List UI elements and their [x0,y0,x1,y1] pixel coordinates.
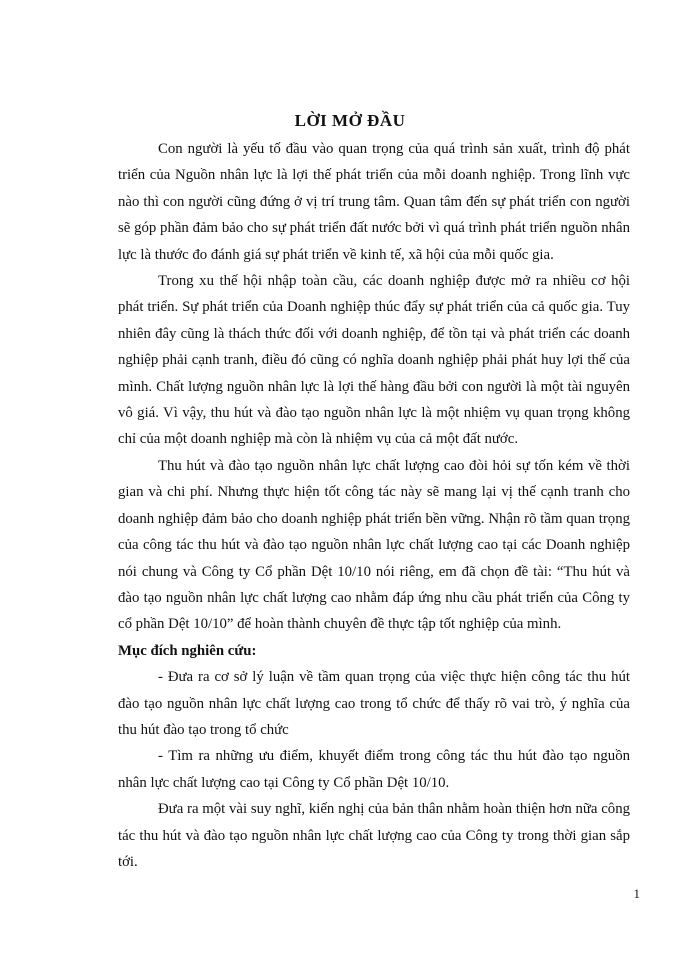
page-number: 1 [633,886,640,901]
purpose-item-2: - Tìm ra những ưu điểm, khuyết điểm trong công tác thu hút đào tạo nguồn nhân lực chất lượng cao tại Công ty Cổ phần Dệt 10/10. [118,748,630,791]
paragraph-intro-1: Con người là yếu tố đầu vào quan trọng của quá trình sản xuất, trình độ phát triển của Nguồn nhân lực là lợi thế phát triển của mỗi doanh nghiệp. Trong lĩnh vực nào thì con người cũng đứng ở vị trí trung tâm. Quan tâm đến sự phát triển con người sẽ góp phần đảm bảo cho sự phát triển đất nước bởi vì quá trình phát triển nguồn nhân lực là thước đo đánh giá sự phát triển về kinh tế, xã hội của mỗi quốc gia. [118,141,630,263]
document-body [118,136,630,875]
page-title: LỜI MỞ ĐẦU [294,111,406,130]
section-heading-purpose: Mục đích nghiên cứu: [118,642,257,659]
purpose-item-3: Đưa ra một vài suy nghĩ, kiến nghị của bản thân nhằm hoàn thiện hơn nữa công tác thu hút và đào tạo nguồn nhân lực chất lượng cao của Công ty trong thời gian sắp tới. [118,801,630,870]
paragraph-intro-3: Thu hút và đào tạo nguồn nhân lực chất lượng cao đòi hỏi sự tốn kém về thời gian và chi phí. Nhưng thực hiện tốt công tác này sẽ mang lại vị thế cạnh tranh cho doanh nghiệp đảm bảo cho doanh nghiệp phát triển bền vững. Nhận rõ tầm quan trọng của công tác thu hút và đào tạo nguồn nhân lực chất lượng cao tại các Doanh nghiệp nói chung và Công ty Cổ phần Dệt 10/10 nói riêng, em đã chọn đề tài: “Thu hút và đào tạo nguồn nhân lực chất lượng cao nhằm đáp ứng nhu cầu phát triển của Công ty cổ phần Dệt 10/10” để hoàn thành chuyên đề thực tập tốt nghiệp của mình. [118,457,630,633]
purpose-item-1: - Đưa ra cơ sở lý luận về tầm quan trọng của việc thực hiện công tác thu hút đào tạo nguồn nhân lực chất lượng cao trong tổ chức để thấy rõ vai trò, ý nghĩa của thu hút đào tạo trong tổ chức [118,669,630,738]
paragraph-intro-2: Trong xu thế hội nhập toàn cầu, các doanh nghiệp được mở ra nhiều cơ hội phát triển. Sự phát triển của Doanh nghiệp thúc đẩy sự phát triển của cả quốc gia. Tuy nhiên đây cũng là thách thức đối với doanh nghiệp, để tồn tại và phát triển các doanh nghiệp phải cạnh tranh, điều đó cũng có nghĩa doanh nghiệp phải phát huy lợi thế của mình. Chất lượng nguồn nhân lực là lợi thế hàng đầu bởi con người là một tài nguyên vô giá. Vì vậy, thu hút và đào tạo nguồn nhân lực là một nhiệm vụ quan trọng không chỉ của một doanh nghiệp mà còn là nhiệm vụ của cả một đất nước. [118,273,630,448]
